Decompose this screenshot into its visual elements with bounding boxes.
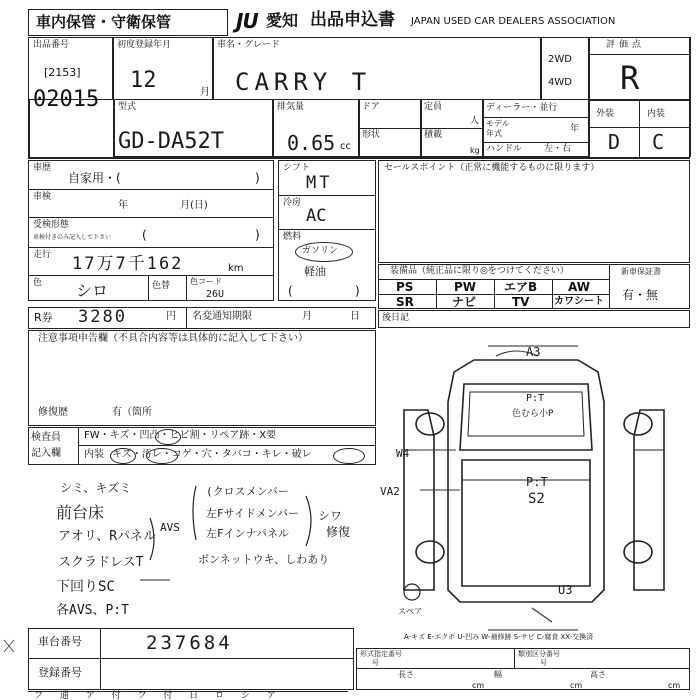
capacity-label: 定員 [424,102,443,112]
type-value: GD-DA52T [118,129,224,154]
damage-legend: A-キズ E-エクボ U-凹み W-補修跡 S-サビ C-腐食 XX-交換済 [404,633,594,641]
history-value: 自家用・( [68,171,121,185]
hw-repair-word-2: 修復 [326,525,351,539]
car-damage-diagram [378,340,690,640]
equip-tv: TV [512,295,530,309]
repair-history-label: 修復歴 [38,407,68,418]
exterior-label: 外装 [596,109,615,119]
diagram-bottom-label: U3 [558,583,573,597]
fuel-paren-open: ( [288,284,293,298]
interior-label: 内装 [647,109,666,119]
type-label: 型式 [118,102,137,112]
color-value: シロ [76,281,109,300]
equip-aw: AW [568,280,590,294]
model-year-label: 年式 [486,129,502,138]
diagram-front-label: P:T [526,393,545,404]
lot-label: 出品番号 [33,40,70,50]
width-label: 幅 [494,670,502,679]
displacement-label: 排気量 [277,102,305,112]
shape-label: 形状 [362,130,381,140]
hw-note-3-tag: AVS [160,521,180,534]
equip-ps: PS [396,280,414,294]
recycle-label: R券 [34,311,53,324]
hw-repair-word-1: シワ [318,509,343,523]
class-seal: 号 [540,659,547,667]
inspection-label: 車検 [33,192,52,202]
expiry-day: 日 [350,311,360,322]
notes-label: 注意事項申告欄（不具合内容等は具体的に記入して下さい） [38,333,308,344]
warranty-value: 有・無 [622,288,659,302]
yen-unit: 円 [166,311,176,322]
equip-sr: SR [396,295,414,309]
mileage-label: 走行 [33,250,52,260]
chassis-value: 237684 [146,632,233,654]
year-unit: 年 [570,124,580,134]
person-unit: 人 [470,116,480,126]
hw-mid-3: 左Fインナパネル [206,527,289,540]
drive-2wd: 2WD [548,54,572,65]
color-code-value: 26U [206,289,225,300]
cc-unit: cc [340,141,351,152]
form-cert-label: 形式指定番号 [360,650,402,658]
history-label: 車歴 [33,163,52,173]
inspector-exterior-row: FW・キズ・凹凸・ヒビ割・リペア跡・X要 [84,430,277,441]
height-label: 高さ [590,670,606,679]
hw-mid-2: 左Fサイドメンバー [206,507,299,520]
equipment-label: 装備品（純正品に限り◎をつけてください） [390,266,569,276]
hw-note-6: 各AVS、P:T [56,603,129,618]
length-unit: cm [472,681,485,690]
aftermarket-frame [378,310,690,328]
equip-airbag: エアB [504,280,538,294]
ac-label: 冷房 [283,198,302,208]
handle-options: 左・右 [544,144,572,154]
inspector-interior-row: キズ・汚レ・コゲ・穴・タバコ・キレ・破レ [112,449,312,460]
inspection-year-unit: 年 [118,200,128,211]
diagram-top-label: A3 [526,345,541,359]
car-name-value: CARRY T [235,68,372,96]
dealer-label: ディーラー・並行 [486,103,558,113]
model-label: モデル [486,119,510,128]
taxi-paren-close: ) [255,228,260,242]
inspection-month-day: 月(日) [180,200,208,211]
org-name: 愛知 [266,11,299,30]
inspector-label: 検査員 [31,432,61,443]
aftermarket-label: 後日記 [382,313,410,323]
exterior-score: D [608,130,621,154]
hw-note-1: シミ、キズミ [60,481,132,495]
fuel-paren-close: ) [355,284,360,298]
score-label: 評価点 [606,40,646,50]
handle-label: ハンドル [486,144,523,154]
height-unit: cm [668,681,681,690]
equip-navi: ナビ [452,295,477,309]
registration-label: 登録番号 [38,666,82,679]
diagram-center-sub: S2 [528,491,545,507]
load-label: 積載 [424,130,443,140]
ac-value: AC [306,206,327,226]
hw-note-5: 下回りSC [56,579,115,595]
association-name: JAPAN USED CAR DEALERS ASSOCIATION [411,16,616,27]
taxi-paren-open: ( [142,228,147,242]
km-unit: km [228,263,244,274]
color-change-label: 色替 [152,281,171,291]
month-unit: 月 [200,87,210,98]
mileage-value: 17万7千162 [72,254,184,274]
warranty-label: 新車保証書 [621,267,661,276]
form-title: 出品申込書 [310,10,395,30]
ju-logo: JU [236,9,258,33]
interior-score: C [652,130,665,154]
recycle-value: 3280 [78,307,127,327]
first-reg-year: 12 [130,68,157,93]
chassis-label: 車台番号 [38,635,82,648]
selling-points-label: セールスポイント（正常に機能するものに限ります） [384,163,600,173]
diagram-left-label-2: VA2 [380,485,400,498]
color-code-label: 色コード [190,277,222,286]
hw-note-2: 前台床 [56,503,105,522]
inspector-entry-label: 記入欄 [31,448,61,459]
fuel-diesel: 軽油 [304,265,326,278]
length-label: 長さ [398,670,414,679]
color-label: 色 [33,278,43,288]
fuel-gas: ガソリン [302,246,339,256]
displacement-value: 0.65 [287,131,336,155]
hw-note-3: アオリ、Rパネル [58,529,157,544]
storage-notice: 車内保管・守衛保管 [36,13,172,31]
hw-mid-1: (クロスメンバー [206,485,289,498]
score-value: R [620,59,640,97]
diagram-left-label-1: W4 [396,447,410,460]
shift-label: シフト [283,163,311,173]
expiry-month: 月 [302,311,312,322]
hw-mid-4: ボンネットウキ、しわあり [198,553,330,566]
lot-number: 02015 [33,87,100,112]
taxi-label: 受検形態 [33,220,70,230]
width-unit: cm [570,681,583,690]
kg-unit: kg [470,146,480,155]
shift-value: MT [306,173,333,193]
equip-pw: PW [454,280,477,294]
car-name-label: 車名・グレード [217,40,281,50]
history-close: ) [255,171,260,185]
repair-history-value: 有（箇所 [112,407,152,418]
diagram-front-sub: 色むら小P [512,409,554,419]
drive-4wd: 4WD [548,77,572,88]
lot-small-number: [2153] [44,66,81,79]
equip-leather-seat: カワシート [554,296,604,307]
first-reg-label: 初度登録年月 [117,40,172,50]
door-label: ドア [362,102,380,112]
footer-fragment: フ 通 ア 付 フ 付 日 ロ シ ア [34,691,283,700]
fuel-label: 燃料 [283,232,302,242]
diagram-center-label: P:T [526,475,548,489]
inspector-interior-label: 内装 [84,449,104,460]
expiry-label: 名変通知期限 [192,311,252,322]
form-cert-seal: 号 [372,659,379,667]
hw-note-4: スクラドレスT [58,555,144,570]
spare-label: スペア [398,607,422,616]
taxi-note: 車検付きのみ記入して下さい [33,234,112,241]
class-label: 類別区分番号 [518,650,560,658]
